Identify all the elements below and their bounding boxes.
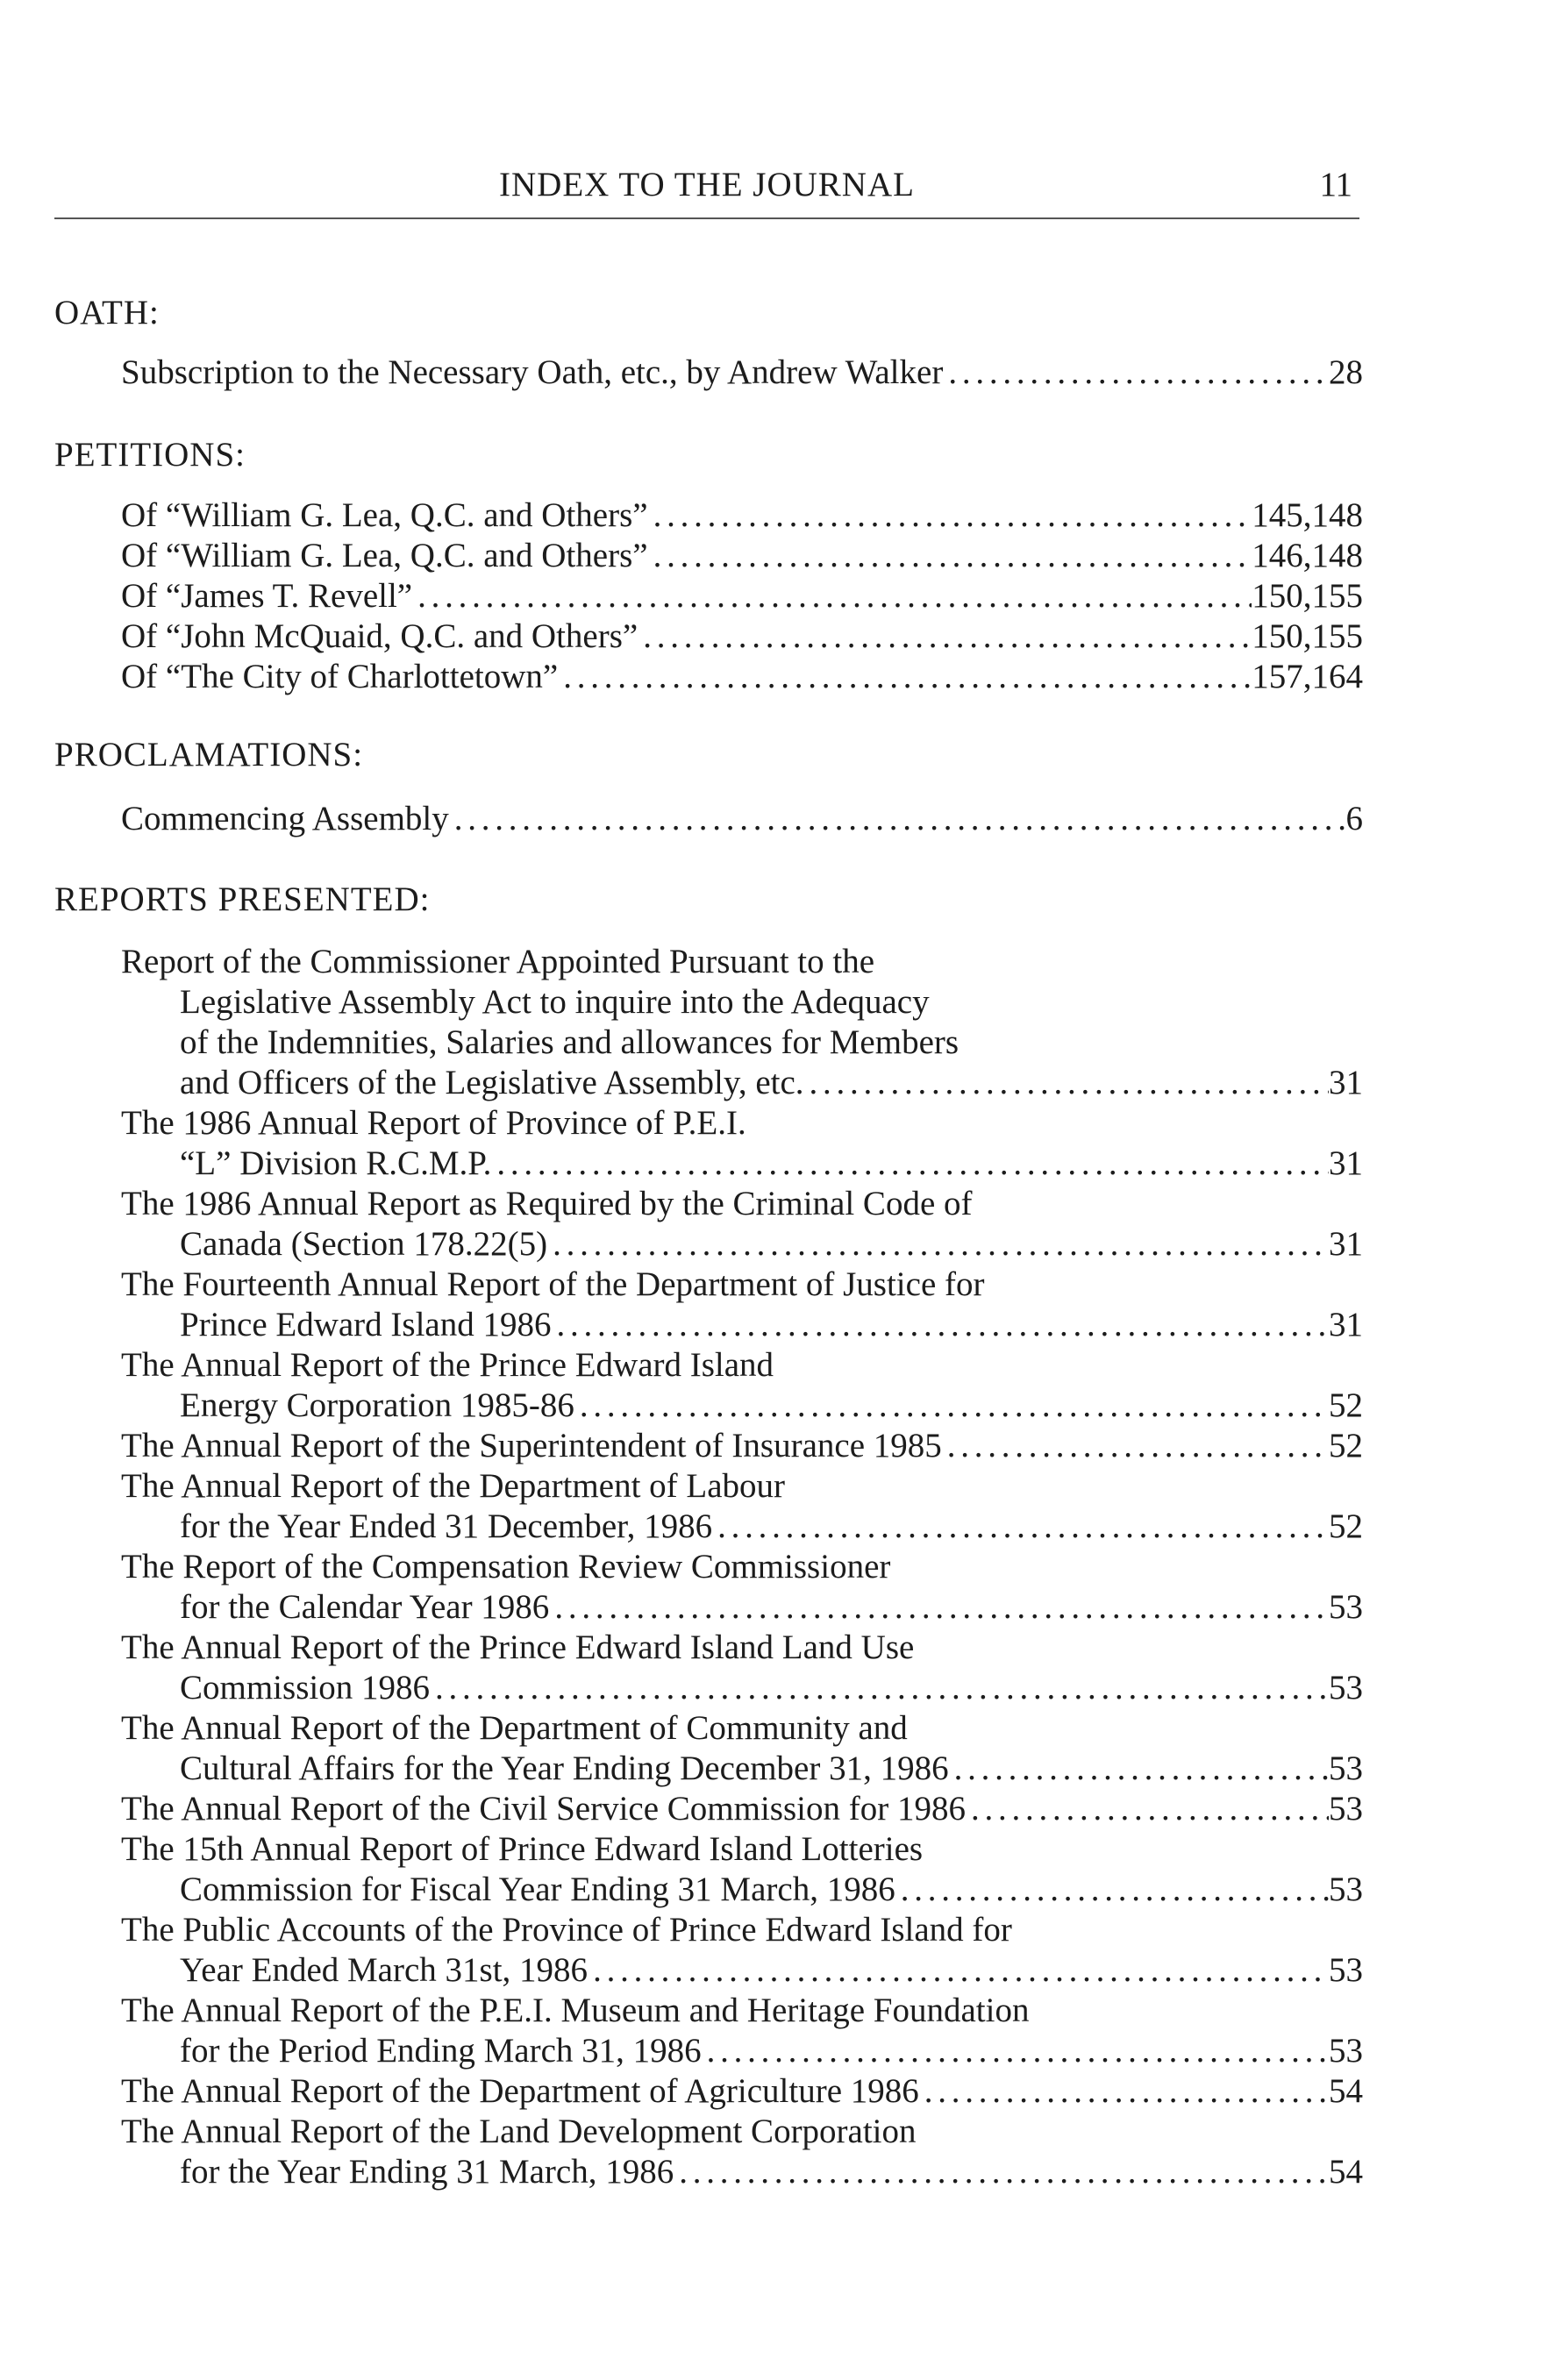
entry-title: The Annual Report of the Department of Agriculture 1986 bbox=[121, 2072, 919, 2110]
index-entry bbox=[121, 616, 1363, 657]
index-entry bbox=[121, 1547, 1363, 1628]
index-entry bbox=[121, 1910, 1363, 1991]
entry-pages: 52 bbox=[1329, 1386, 1363, 1424]
entry-title: Year Ended March 31st, 1986 bbox=[180, 1951, 589, 1989]
index-entry bbox=[121, 1265, 1363, 1345]
section-heading-proclamations: PROCLAMATIONS: bbox=[54, 736, 364, 773]
index-entry bbox=[121, 353, 1363, 393]
entry-title: Commission for Fiscal Year Ending 31 March, 1986 bbox=[180, 1871, 895, 1908]
entry-pages: 157,164 bbox=[1252, 658, 1363, 695]
entry-pages: 53 bbox=[1329, 1749, 1363, 1787]
dot-leader bbox=[491, 1144, 1329, 1184]
index-entry bbox=[121, 1103, 1363, 1184]
index-entry bbox=[121, 1628, 1363, 1708]
dot-leader bbox=[551, 1305, 1329, 1345]
entry-pages: 53 bbox=[1329, 1871, 1363, 1908]
entry-line bbox=[121, 1668, 1363, 1708]
entry-title: Commission 1986 bbox=[180, 1669, 430, 1707]
entry-line: The Fourteenth Annual Report of the Department of Justice for bbox=[121, 1265, 985, 1303]
entry-line bbox=[121, 1587, 1363, 1628]
dot-leader bbox=[919, 2071, 1329, 2112]
entry-title: Subscription to the Necessary Oath, etc., by Andrew Walker bbox=[121, 353, 944, 391]
entry-pages: 53 bbox=[1329, 2032, 1363, 2070]
entry-line bbox=[121, 2031, 1363, 2071]
entry-line bbox=[121, 1789, 1363, 1829]
index-entry bbox=[121, 576, 1363, 616]
entry-title: for the Period Ending March 31, 1986 bbox=[180, 2032, 702, 2070]
entry-pages: 28 bbox=[1329, 353, 1363, 391]
entry-pages: 31 bbox=[1329, 1064, 1363, 1101]
entry-line bbox=[121, 1224, 1363, 1265]
entry-line bbox=[121, 495, 1363, 536]
entry-line bbox=[121, 536, 1363, 576]
entry-pages: 52 bbox=[1329, 1427, 1363, 1464]
running-head bbox=[54, 165, 1359, 219]
index-entry bbox=[121, 1426, 1363, 1466]
index-entry bbox=[121, 1466, 1363, 1547]
dot-leader bbox=[588, 1950, 1329, 1991]
page-number: 11 bbox=[1319, 166, 1352, 203]
entry-line bbox=[121, 353, 1363, 393]
entry-title: Cultural Affairs for the Year Ending December 31, 1986 bbox=[180, 1749, 949, 1787]
entry-pages: 53 bbox=[1329, 1669, 1363, 1707]
entry-pages: 145,148 bbox=[1252, 496, 1363, 534]
entry-title: Of “John McQuaid, Q.C. and Others” bbox=[121, 617, 638, 655]
entry-line: The Annual Report of the Department of Labour bbox=[121, 1467, 786, 1505]
entry-pages: 52 bbox=[1329, 1507, 1363, 1545]
entry-title: “L” Division R.C.M.P. bbox=[180, 1144, 492, 1182]
entry-title: and Officers of the Legislative Assembly, etc. bbox=[180, 1064, 804, 1101]
entry-line: Legislative Assembly Act to inquire into the Adequacy bbox=[180, 983, 930, 1021]
dot-leader bbox=[574, 1386, 1329, 1426]
entry-line: The Annual Report of the Land Development Corporation bbox=[121, 2113, 917, 2150]
dot-leader bbox=[712, 1507, 1329, 1547]
entry-pages: 53 bbox=[1329, 1790, 1363, 1828]
entry-line bbox=[121, 1426, 1363, 1466]
entry-line: The 1986 Annual Report as Required by the Criminal Code of bbox=[121, 1185, 973, 1222]
entry-line: of the Indemnities, Salaries and allowances for Members bbox=[180, 1023, 959, 1061]
entry-line bbox=[121, 1749, 1363, 1789]
entry-line bbox=[121, 657, 1363, 697]
dot-leader bbox=[638, 616, 1252, 657]
entry-line: The Public Accounts of the Province of Prince Edward Island for bbox=[121, 1911, 1012, 1949]
entry-pages: 31 bbox=[1329, 1306, 1363, 1343]
entry-title: Energy Corporation 1985-86 bbox=[180, 1386, 574, 1424]
index-entry bbox=[121, 1184, 1363, 1265]
index-entry bbox=[121, 799, 1363, 839]
dot-leader bbox=[702, 2031, 1329, 2071]
entry-pages: 54 bbox=[1329, 2072, 1363, 2110]
dot-leader bbox=[558, 657, 1252, 697]
entry-title: for the Year Ending 31 March, 1986 bbox=[180, 2153, 674, 2191]
dot-leader bbox=[943, 353, 1329, 393]
entry-line bbox=[121, 1507, 1363, 1547]
entry-line: The 1986 Annual Report of Province of P.E.I. bbox=[121, 1104, 746, 1142]
section-heading-reports-presented: REPORTS PRESENTED: bbox=[54, 880, 431, 918]
section-heading-oath: OATH: bbox=[54, 294, 160, 331]
entry-line: The Annual Report of the Department of Community and bbox=[121, 1709, 908, 1747]
index-entry bbox=[121, 657, 1363, 697]
section-heading-petitions: PETITIONS: bbox=[54, 436, 246, 474]
entry-line: The Annual Report of the Prince Edward Island Land Use bbox=[121, 1628, 915, 1666]
dot-leader bbox=[547, 1224, 1329, 1265]
entry-pages: 6 bbox=[1345, 800, 1363, 837]
entry-pages: 53 bbox=[1329, 1588, 1363, 1626]
entry-line bbox=[121, 1144, 1363, 1184]
index-entry bbox=[121, 2071, 1363, 2112]
entry-pages: 146,148 bbox=[1252, 537, 1363, 574]
dot-leader bbox=[449, 799, 1346, 839]
entry-line bbox=[121, 1870, 1363, 1910]
dot-leader bbox=[942, 1426, 1329, 1466]
entry-line bbox=[121, 799, 1363, 839]
index-entry bbox=[121, 1345, 1363, 1426]
entry-line bbox=[121, 1950, 1363, 1991]
entry-line bbox=[121, 1305, 1363, 1345]
entry-pages: 54 bbox=[1329, 2153, 1363, 2191]
index-entry bbox=[121, 1829, 1363, 1910]
running-title: INDEX TO THE JOURNAL bbox=[499, 166, 915, 203]
entry-pages: 31 bbox=[1329, 1144, 1363, 1182]
entry-title: Canada (Section 178.22(5) bbox=[180, 1225, 548, 1263]
entry-line bbox=[121, 1386, 1363, 1426]
entry-title: The Annual Report of the Superintendent of Insurance 1985 bbox=[121, 1427, 942, 1464]
entry-title: Of “The City of Charlottetown” bbox=[121, 658, 559, 695]
entry-line bbox=[121, 1063, 1363, 1103]
entry-line: The Annual Report of the P.E.I. Museum and Heritage Foundation bbox=[121, 1992, 1030, 2029]
index-entry bbox=[121, 495, 1363, 536]
dot-leader bbox=[648, 495, 1252, 536]
dot-leader bbox=[430, 1668, 1329, 1708]
entry-pages: 150,155 bbox=[1252, 617, 1363, 655]
entry-pages: 53 bbox=[1329, 1951, 1363, 1989]
dot-leader bbox=[674, 2152, 1329, 2192]
index-entry bbox=[121, 1708, 1363, 1789]
entry-line bbox=[121, 2071, 1363, 2112]
dot-leader bbox=[966, 1789, 1329, 1829]
entry-line: The Annual Report of the Prince Edward Island bbox=[121, 1346, 774, 1384]
index-entry bbox=[121, 1789, 1363, 1829]
entry-pages: 31 bbox=[1329, 1225, 1363, 1263]
entry-line: The Report of the Compensation Review Commissioner bbox=[121, 1548, 891, 1585]
index-entry bbox=[121, 1991, 1363, 2071]
entry-title: Of “William G. Lea, Q.C. and Others” bbox=[121, 496, 648, 534]
entry-title: Commencing Assembly bbox=[121, 800, 449, 837]
entry-line: Report of the Commissioner Appointed Pursuant to the bbox=[121, 943, 875, 980]
dot-leader bbox=[949, 1749, 1329, 1789]
entry-title: Prince Edward Island 1986 bbox=[180, 1306, 552, 1343]
entry-pages: 150,155 bbox=[1252, 577, 1363, 615]
index-entry bbox=[121, 2112, 1363, 2192]
dot-leader bbox=[895, 1870, 1329, 1910]
entry-line: The 15th Annual Report of Prince Edward Island Lotteries bbox=[121, 1830, 924, 1868]
entry-title: for the Year Ended 31 December, 1986 bbox=[180, 1507, 713, 1545]
dot-leader bbox=[648, 536, 1252, 576]
entry-title: Of “William G. Lea, Q.C. and Others” bbox=[121, 537, 648, 574]
entry-line bbox=[121, 576, 1363, 616]
index-entry bbox=[121, 536, 1363, 576]
entry-title: Of “James T. Revell” bbox=[121, 577, 413, 615]
dot-leader bbox=[804, 1063, 1329, 1103]
index-entry bbox=[121, 942, 1363, 1103]
entry-line bbox=[121, 616, 1363, 657]
dot-leader bbox=[549, 1587, 1329, 1628]
dot-leader bbox=[412, 576, 1252, 616]
entry-title: The Annual Report of the Civil Service Commission for 1986 bbox=[121, 1790, 966, 1828]
entry-title: for the Calendar Year 1986 bbox=[180, 1588, 550, 1626]
entry-line bbox=[121, 2152, 1363, 2192]
